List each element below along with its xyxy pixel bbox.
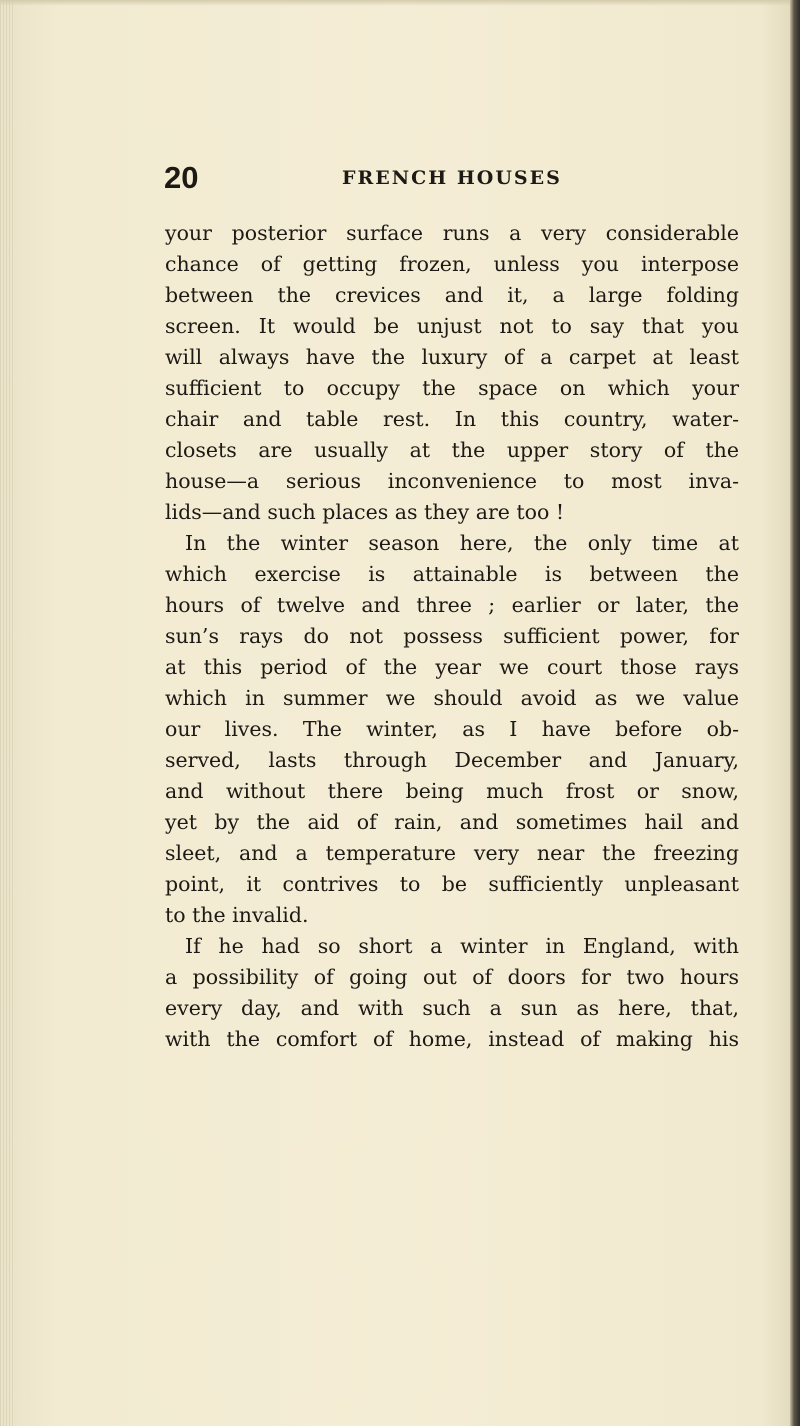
text-line: every day, and with such a sun as here, that, bbox=[165, 996, 739, 1020]
text-line: yet by the aid of rain, and sometimes hail and bbox=[165, 810, 739, 834]
page-fore-edge bbox=[790, 0, 800, 1426]
text-line: between the crevices and it, a large folding bbox=[165, 283, 739, 307]
text-line: sleet, and a temperature very near the freezing bbox=[165, 841, 739, 865]
text-line: served, lasts through December and January, bbox=[165, 748, 739, 772]
text-line: chance of getting frozen, unless you interpose bbox=[165, 252, 739, 276]
body-text bbox=[165, 218, 739, 1055]
text-line: sun’s rays do not possess sufficient power, for bbox=[165, 624, 739, 648]
paragraph-end-line: to the invalid. bbox=[165, 903, 309, 927]
text-line: our lives. The winter, as I have before ob- bbox=[165, 717, 739, 741]
running-head: FRENCH HOUSES bbox=[342, 167, 562, 189]
text-line: which exercise is attainable is between the bbox=[165, 562, 739, 586]
text-line: with the comfort of home, instead of making his bbox=[165, 1027, 739, 1051]
text-line: chair and table rest. In this country, water- bbox=[165, 407, 739, 431]
text-line: hours of twelve and three ; earlier or later, the bbox=[165, 593, 739, 617]
page-number: 20 bbox=[164, 160, 199, 195]
page-top-edge bbox=[0, 0, 790, 6]
text-line: which in summer we should avoid as we value bbox=[165, 686, 739, 710]
paragraph-first-line: If he had so short a winter in England, with bbox=[185, 934, 739, 958]
text-line: point, it contrives to be sufficiently unpleasant bbox=[165, 872, 739, 896]
text-line: screen. It would be unjust not to say that you bbox=[165, 314, 739, 338]
text-line: and without there being much frost or snow, bbox=[165, 779, 739, 803]
text-line: at this period of the year we court those rays bbox=[165, 655, 739, 679]
paragraph-first-line: In the winter season here, the only time at bbox=[185, 531, 739, 555]
paragraph-end-line: lids—and such places as they are too ! bbox=[165, 500, 565, 524]
text-line: a possibility of going out of doors for two hours bbox=[165, 965, 739, 989]
text-line: closets are usually at the upper story of the bbox=[165, 438, 739, 462]
text-line: your posterior surface runs a very considerable bbox=[165, 221, 739, 245]
text-line: sufficient to occupy the space on which your bbox=[165, 376, 739, 400]
text-line: house—a serious inconvenience to most inva- bbox=[165, 469, 739, 493]
page-gutter-edge bbox=[0, 0, 14, 1426]
text-line: will always have the luxury of a carpet at least bbox=[165, 345, 739, 369]
page-header bbox=[164, 160, 584, 200]
